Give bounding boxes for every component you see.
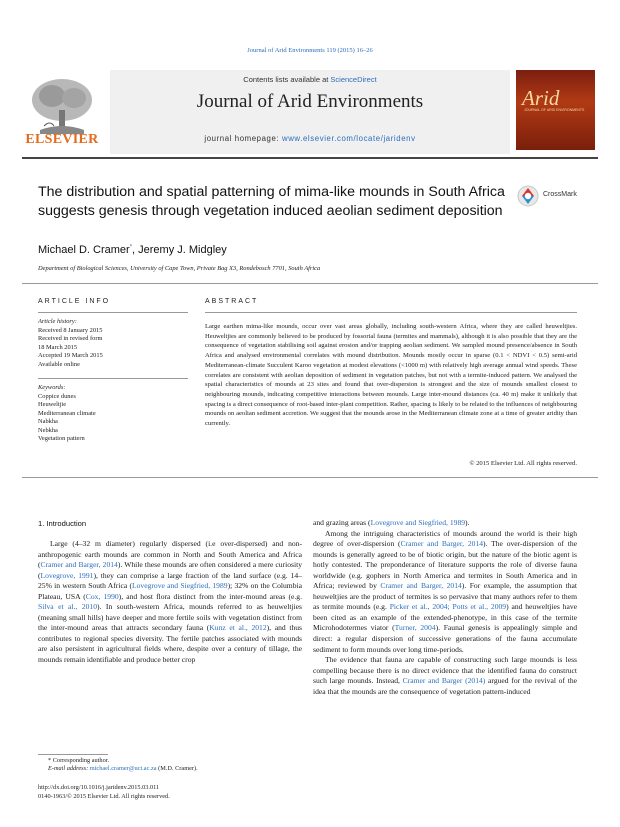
citation-link[interactable]: Cramer and Barger (2014) (402, 676, 486, 686)
email-line (38, 765, 302, 773)
abstract-copyright: © 2015 Elsevier Ltd. All rights reserved. (469, 460, 577, 467)
citation-link[interactable]: Picker et al., 2004; Potts et al., 2009 (389, 602, 507, 612)
history-line: Accepted 19 March 2015 (38, 352, 103, 359)
divider (22, 283, 598, 284)
contents-line (110, 75, 510, 84)
body-text: ), and host flora distinct from the inter-mound areas (e.g. (118, 591, 302, 601)
right-column (313, 518, 577, 697)
body-text: argued for the revival of the idea that the mounds are the consequence of vegetation pattern-induced (313, 676, 578, 696)
citation-link[interactable]: Lovegrove and Siegfried, 1989 (370, 518, 466, 527)
body-text: ). In south-western Africa, mounds referred to as heuweltjies (meaning small hills) have deeper and more fertile soils with vegetation distinct from the inter-mound areas that attracts secondary fauna ( (38, 602, 302, 633)
body-text: Large (4–32 m diameter) regularly dispersed (i.e over-dispersed) and non-anthropogenic earth mounds are common in North and South America and Africa ( (38, 539, 302, 570)
sciencedirect-link[interactable]: ScienceDirect (330, 75, 377, 84)
body-text: ). The over-dispersion of the mounds is generally agreed to be of biotic origin, but the nature of the biotic agent is hotly contested. The preponderance of literature supports the role of diverse fauna worldwide (e.g. gophers in North America and termites in South America and in Africa; reviewed by (313, 539, 577, 591)
doi-link[interactable]: http://dx.doi.org/10.1016/j.jaridenv.2015.03.011 (38, 784, 160, 791)
body-text: ), and thus contributes to regional species diversity. The fertile patches associated with mounds are also persistent in agricultural fields where, despite over a century of tillage, the mounds remain identifiable and produce better crop (38, 623, 302, 665)
affiliation: Department of Biological Sciences, University of Cape Town, Private Bag X3, Rondebosch 7701, South Africa (38, 265, 321, 272)
author-line (38, 244, 227, 256)
footnote (38, 757, 302, 773)
keyword: Heuweltjie (38, 401, 67, 408)
footnote-mark: * (48, 757, 52, 764)
article-info-heading: ARTICLE INFO (38, 298, 111, 305)
divider (22, 477, 598, 478)
header-rule (22, 157, 598, 159)
divider (38, 312, 188, 313)
citation-link[interactable]: Cramer and Barger, 2014 (400, 539, 484, 549)
abstract-heading: ABSTRACT (205, 298, 259, 305)
citation-link[interactable]: Kunz et al., 2012 (209, 623, 267, 633)
keyword: Mediterranean climate (38, 409, 96, 417)
keyword: Coppice dunes (38, 392, 76, 400)
article-history (38, 318, 188, 369)
body-text: and grazing areas ( (313, 518, 371, 527)
elsevier-wordmark: ELSEVIER (25, 132, 99, 147)
issn-line: 0140-1963/© 2015 Elsevier Ltd. All rights reserved. (38, 793, 170, 800)
divider (38, 378, 188, 379)
contents-prefix: Contents lists available at (243, 75, 331, 84)
intro-paragraph (313, 518, 577, 529)
journal-citation[interactable]: Journal of Arid Environments 119 (2015) 16–26 (247, 47, 373, 54)
corresponding-author-note (38, 757, 302, 765)
intro-paragraph (313, 655, 577, 697)
article-title: The distribution and spatial patterning of mima-like mounds in South Africa suggests genesis through vegetation induced aeolian sediment deposition (38, 184, 505, 219)
body-text: ), they can comprise a large fraction of the land surface (e.g. 14–25% in western South Africa ( (38, 570, 302, 591)
abstract-text: Large earthen mima-like mounds, occur over vast areas globally, including south-western Africa, where they are called heuweltjies. Heuweltjies are commonly believed to be produced by fossorial fauna (termites and mammals), although it is also possible that they are the consequence of vegetation stabilising soil against erosion and/or trapping aeolian sediment. We sampled mound presence/absence in South Africa and analysed environmental correlates with mound distribution. Mounds mostly occur in sparse (0.1 < NDVI < 0.5) semi-arid Mediterranean-climate Succulent Karoo vegetation at modest elevations (<1000 m) with relatively high average annual wind speeds. These correlates are consistent with aeolian deposition of sediment in vegetation patches, but not with a termite-induced pattern. We analysed the spatial characteristics of mounds at 23 sites and found that over-dispersion is strongest and the size of mounds smallest closest to neighbouring mounds, indicating competitive interactions between mounds. Large inter-mound distances (ca. 40 m) make it unlikely that spacing is a direct consequence of root-based inter-plant competition. Rather, spacing is likely to be related to the influences of neighbouring mounds on aeolian sediment accretion. We suggest that the mounds arose in the Mediterranean climate zone at a time of greater aridity than currently. (205, 323, 577, 428)
citation-link[interactable]: Turner, 2004 (394, 623, 436, 633)
body-text: Among the intriguing characteristics of mounds around the world is their high degree of over-dispersion ( (313, 528, 577, 549)
cover-title: Arid (522, 86, 560, 110)
email-label: E-mail address: (48, 765, 90, 773)
cover-subtitle: JOURNAL OF ARID ENVIRONMENTS (524, 108, 585, 112)
citation-link[interactable]: Cox, 1990 (85, 591, 119, 601)
body-text: ). For example, the assumption that heuweltjies are the product of termites is so pervasive that many authors refer to them as termite mounds (e.g. (313, 581, 577, 612)
history-label: Article history: (38, 318, 77, 325)
body-text: The evidence that fauna are capable of constructing such large mounds is less compelling because there is no direct evidence that the identified fauna do construct such large mounds. Instead, (313, 655, 577, 686)
body-text: ); 32% on the Columbia Plateau, USA ( (38, 581, 302, 601)
crossmark-label[interactable]: CrossMark (543, 191, 577, 198)
keywords-block (38, 384, 188, 444)
crossmark-icon[interactable] (516, 184, 540, 208)
email-link[interactable]: michael.cramer@uct.ac.za (89, 765, 157, 773)
citation-link[interactable]: Silva et al., 2010 (38, 602, 98, 612)
divider (205, 312, 577, 313)
keyword: Nabkha (38, 418, 58, 425)
keyword: Nebkha (38, 426, 58, 434)
body-text: ) and heuweltjies have been cited as an example of the extended-phenotype, in this case of the termite Microhodotermes viator ( (313, 602, 578, 633)
homepage-line (110, 134, 510, 143)
author-separator: , (132, 244, 139, 256)
author-name[interactable]: Jeremy J. Midgley (138, 244, 227, 256)
intro-paragraph (313, 529, 577, 656)
history-line: Received 8 January 2015 (38, 326, 103, 334)
author-name[interactable]: Michael D. Cramer (38, 244, 130, 256)
email-suffix: (M.D. Cramer). (156, 765, 198, 773)
citation-link[interactable]: Lovegrove, 1991 (40, 570, 94, 580)
history-line: Received in revised form (38, 335, 103, 342)
body-text: ). Faunal genesis is appealingly simple and direct: a regular dispersion of successive generations of the fauna accumulate sediment to form mounds over long time-periods. (313, 623, 578, 654)
homepage-prefix: journal homepage: (204, 134, 282, 143)
left-column (38, 539, 302, 666)
footnote-rule (38, 754, 108, 755)
body-text: ). (465, 518, 470, 527)
history-line: Available online (38, 360, 80, 368)
citation-link[interactable]: Lovegrove and Siegfried, 1989 (131, 581, 228, 591)
journal-title: Journal of Arid Environments (196, 91, 424, 112)
keyword: Vegetation pattern (38, 435, 85, 442)
homepage-link[interactable]: www.elsevier.com/locate/jaridenv (281, 134, 416, 143)
section-heading-introduction: 1. Introduction (38, 519, 87, 528)
history-line: 18 March 2015 (38, 343, 78, 351)
citation-link[interactable]: Cramer and Barger, 2014 (380, 581, 462, 591)
citation-link[interactable]: Cramer and Barger, 2014 (40, 560, 118, 570)
footnote-label: Corresponding author. (52, 757, 110, 764)
intro-paragraph (38, 539, 302, 666)
corresponding-mark[interactable]: * (129, 244, 133, 251)
keywords-label: Keywords: (38, 384, 66, 391)
body-text: ). While these mounds are often considered a mere curiosity ( (38, 560, 303, 580)
